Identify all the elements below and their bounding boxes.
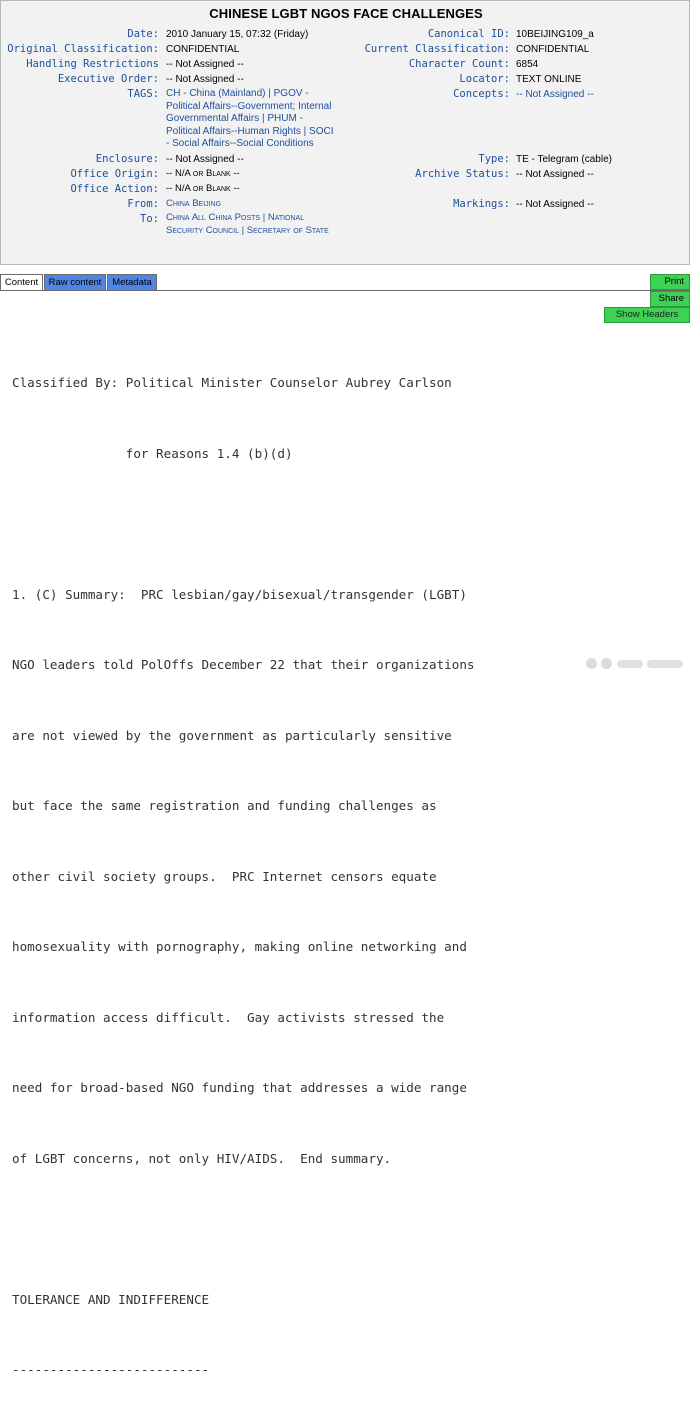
body-line: TOLERANCE AND INDIFFERENCE [12,1291,210,1307]
original-classification-value: CONFIDENTIAL [166,44,240,55]
body-line: information access difficult. Gay activists stressed the [12,1009,445,1025]
body-line: 1. (C) Summary: PRC lesbian/gay/bisexual/transgender (LGBT) [12,586,467,602]
character-count-label: Character Count: [408,58,510,70]
to-links[interactable] [166,212,356,237]
to-label: To: [140,213,159,225]
body-line: need for broad-based NGO funding that addresses a wide range [12,1080,467,1095]
enclosure-label: Enclosure: [95,153,159,165]
tab-divider [0,290,690,291]
tab-raw-content[interactable]: Raw content [44,274,106,291]
canonical-id-label: Canonical ID: [427,28,510,40]
office-action-value: -- N/A or Blank -- [166,183,240,194]
tags-line[interactable]: - Social Affairs--Social Conditions [166,138,314,149]
watermark-logo [584,653,688,675]
office-origin-label: Office Origin: [70,168,159,180]
concepts-label: Concepts: [453,88,510,100]
office-origin-value: -- N/A or Blank -- [166,168,240,179]
show-headers-button[interactable]: Show Headers [604,307,690,323]
executive-order-label: Executive Order: [57,73,159,85]
body-line: NGO leaders told PolOffs December 22 that their organizations [12,657,475,672]
body-line: are not viewed by the government as particularly sensitive [12,727,452,743]
body-line: but face the same registration and funding challenges as [12,798,437,813]
original-classification-label: Original Classification: [7,43,159,55]
handling-restrictions-label: Handling Restrictions [26,58,159,70]
body-line [12,1217,652,1241]
enclosure-value: -- Not Assigned -- [166,154,244,165]
handling-restrictions-value: -- Not Assigned -- [166,59,244,70]
tab-metadata[interactable]: Metadata [107,274,157,291]
canonical-id-value: 10BEIJING109_a [516,29,594,40]
watermark-bar [617,660,643,668]
tags-line[interactable]: Political Affairs--Human Rights | SOCI [166,125,334,137]
tags-label: TAGS: [127,88,159,100]
print-button[interactable]: Print [650,274,690,290]
tags-line[interactable]: CH - China (Mainland) | PGOV - [166,88,309,99]
locator-value: TEXT ONLINE [516,74,582,85]
from-label: From: [127,198,159,210]
body-line [12,512,652,536]
character-count-value: 6854 [516,59,539,70]
body-line: Classified By: Political Minister Counselor Aubrey Carlson [12,375,452,390]
watermark-dot [586,658,597,669]
type-value: TE - Telegram (cable) [516,154,612,165]
archive-status-value: -- Not Assigned -- [516,169,594,180]
current-classification-label: Current Classification: [364,43,510,55]
concepts-link[interactable]: -- Not Assigned -- [516,89,594,100]
markings-value: -- Not Assigned -- [516,199,594,210]
cable-header-panel [0,0,690,265]
markings-label: Markings: [453,198,510,210]
date-label: Date: [127,28,159,40]
executive-order-value: -- Not Assigned -- [166,74,244,85]
type-label: Type: [478,153,510,165]
from-link[interactable]: China Beijing [166,198,222,209]
tags-line[interactable]: Political Affairs--Government; Internal [166,100,332,112]
body-line: for Reasons 1.4 (b)(d) [12,445,293,461]
archive-status-label: Archive Status: [415,168,510,180]
tags-line[interactable]: Governmental Affairs | PHUM - [166,113,303,124]
current-classification-value: CONFIDENTIAL [516,44,590,55]
watermark-dot [601,658,612,669]
share-button[interactable]: Share [650,291,690,307]
office-action-label: Office Action: [70,183,159,195]
watermark-bar [647,660,683,668]
to-line[interactable]: Security Council | Secretary of State [166,224,329,236]
date-value: 2010 January 15, 07:32 (Friday) [166,29,309,40]
body-line: homosexuality with pornography, making online networking and [12,939,467,954]
document-title: CHINESE LGBT NGOS FACE CHALLENGES [209,6,483,21]
to-line[interactable]: China All China Posts | National [166,212,305,223]
body-line: other civil society groups. PRC Internet censors equate [12,868,437,884]
tags-links[interactable] [166,88,351,151]
cable-body-text [12,324,652,1405]
body-line: -------------------------- [12,1362,210,1377]
body-line: of LGBT concerns, not only HIV/AIDS. End summary. [12,1150,392,1166]
tab-content[interactable]: Content [0,274,43,291]
locator-label: Locator: [459,73,510,85]
